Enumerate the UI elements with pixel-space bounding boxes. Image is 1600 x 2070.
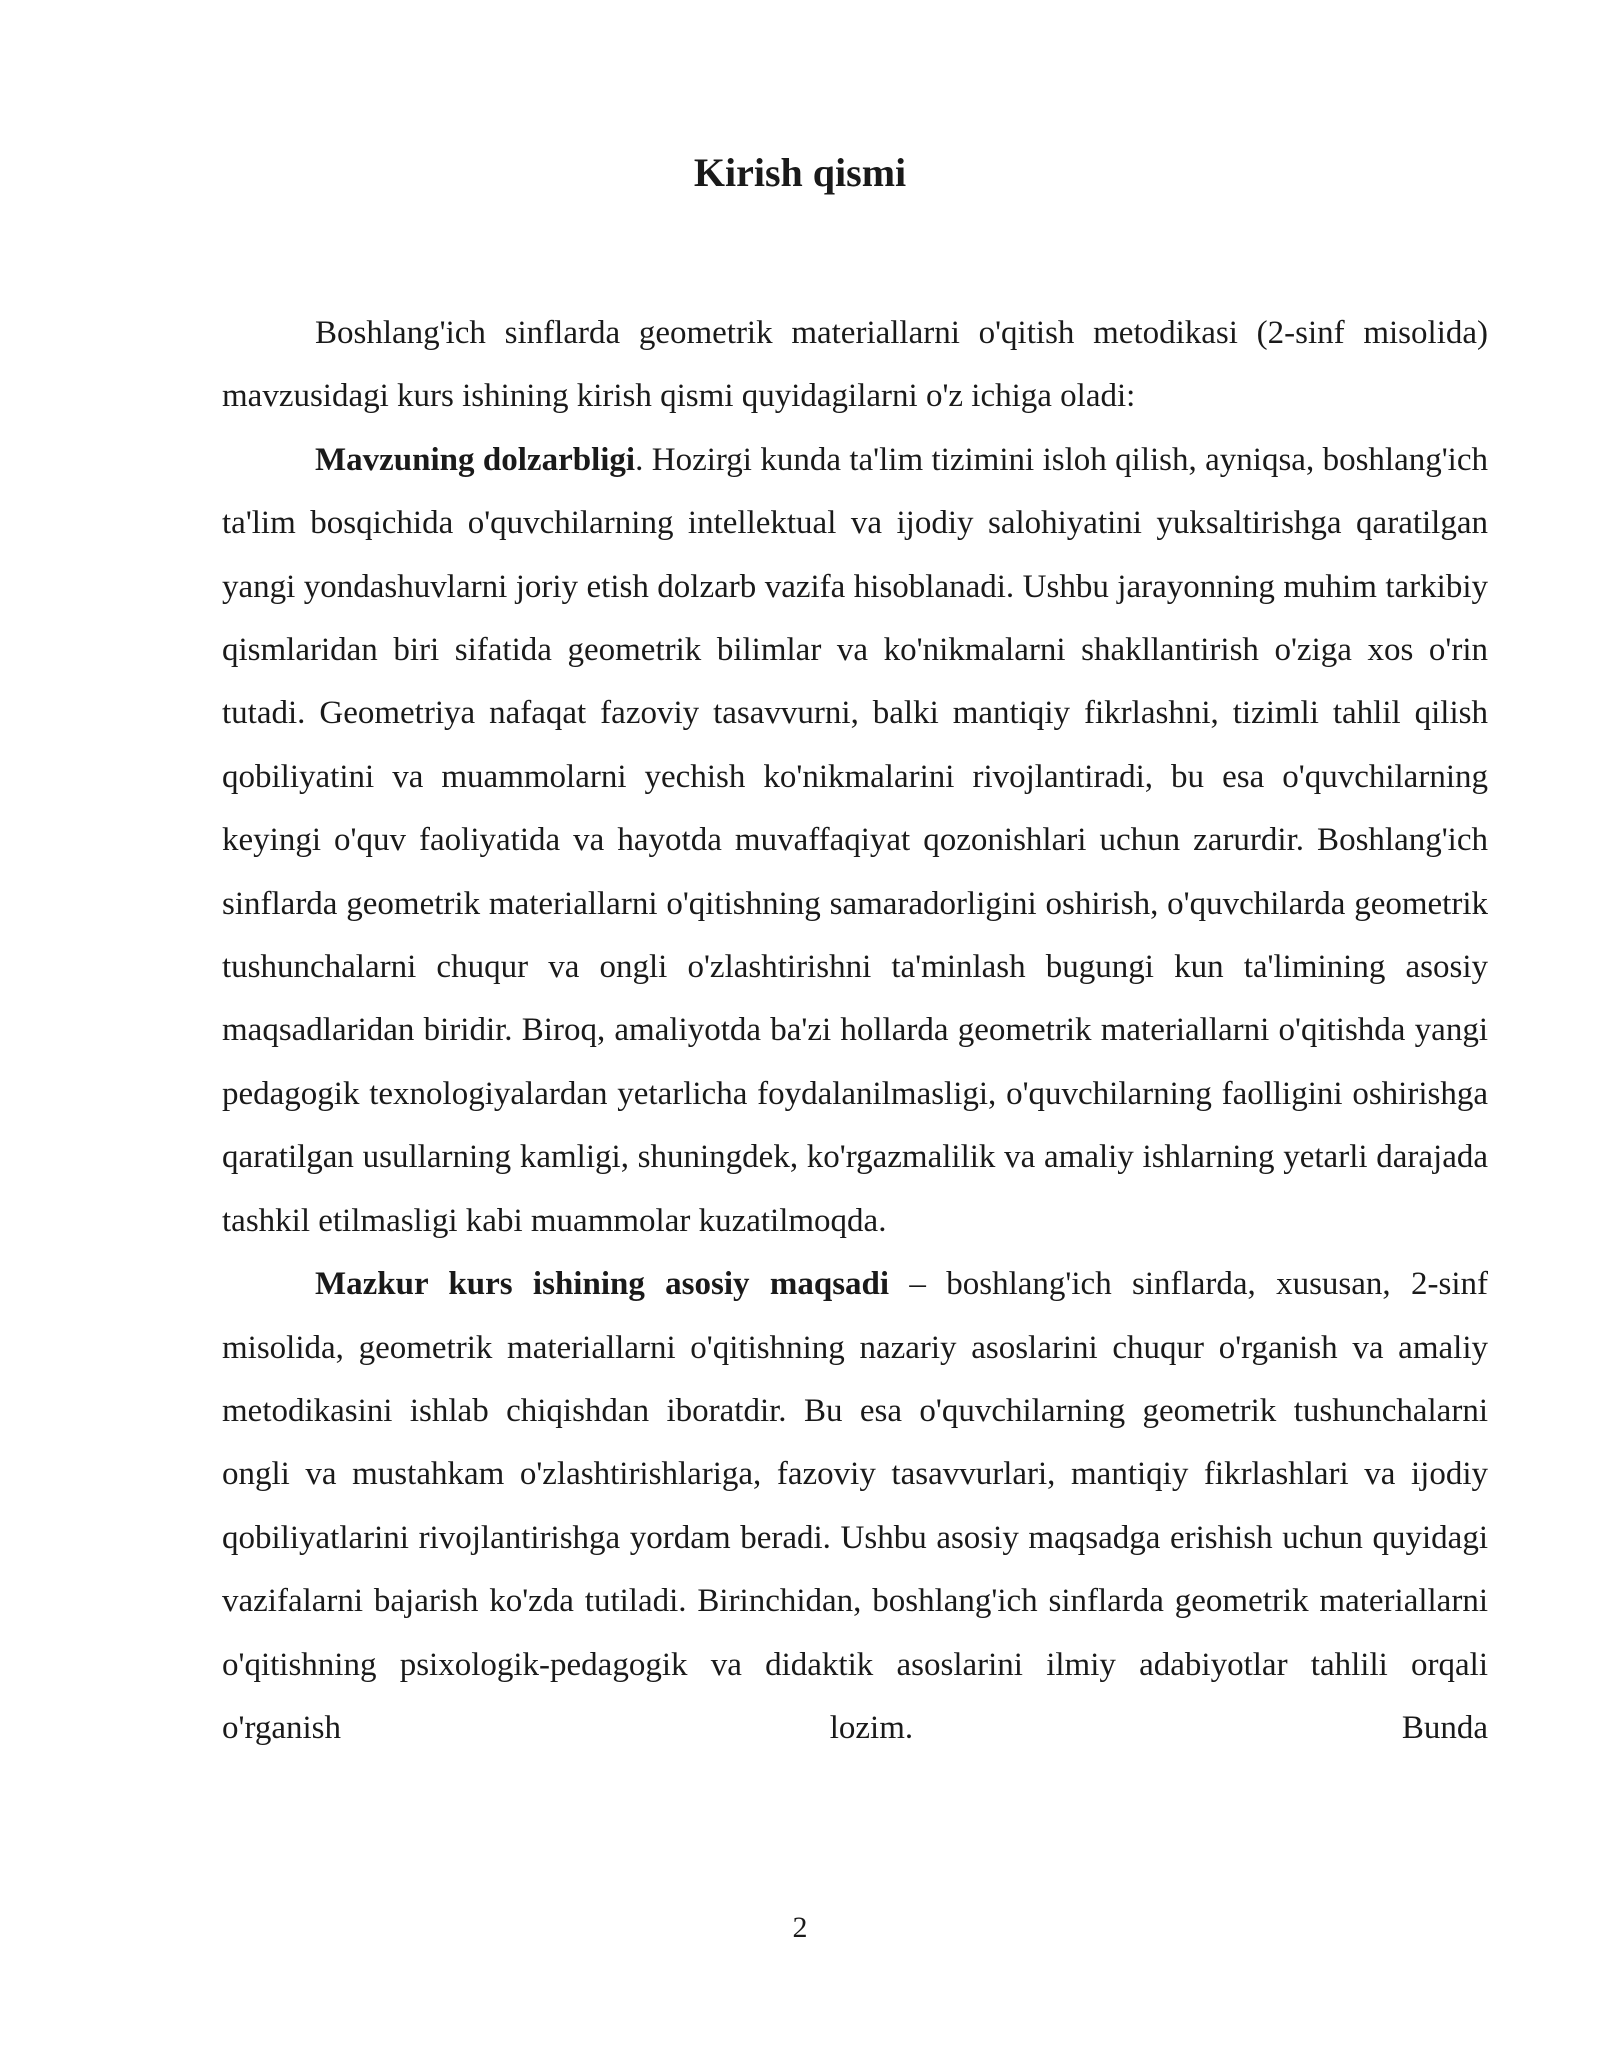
page-title: Kirish qismi <box>693 150 907 195</box>
paragraph-text: Boshlang'ich sinflarda geometrik materiallarni o'qitish metodikasi (2-sinf misolida) mavzusidagi kurs ishining kirish qismi quyidagilarni o'z ichiga oladi: <box>222 315 1488 415</box>
paragraph-lead: Mazkur kurs ishining asosiy maqsadi <box>315 1266 890 1303</box>
page-number: 2 <box>792 1911 808 1944</box>
document-body <box>222 302 1488 1760</box>
paragraph-text: – boshlang'ich sinflarda, xususan, 2-sinf misolida, geometrik materiallarni o'qitishning nazariy asoslarini chuqur o'rganish va amaliy metodikasini ishlab chiqishdan iboratdir. Bu esa o'quvchilarning geometrik tushunchalarni ongli va mustahkam o'zlashtirishlariga, fazoviy tasavvurlari, mantiqiy fikrlashlari va ijodiy qobiliyatlarini rivojlantirishga yordam beradi. Ushbu asosiy maqsadga erishish uchun quyidagi vazifalarni bajarish ko'zda tutiladi. Birinchidan, boshlang'ich sinflarda geometrik materiallarni o'qitishning psixologik-pedagogik va didaktik asoslarini ilmiy adabiyotlar tahlili orqali o'rganish lozim. Bunda <box>222 1266 1488 1746</box>
paragraph-relevance <box>222 429 1488 1253</box>
paragraph-goal <box>222 1253 1488 1760</box>
paragraph-intro <box>222 302 1488 429</box>
paragraph-lead: Mavzuning dolzarbligi <box>315 441 636 478</box>
paragraph-text: . Hozirgi kunda ta'lim tizimini isloh qilish, ayniqsa, boshlang'ich ta'lim bosqichida o'quvchilarning intellektual va ijodiy salohiyatini yuksaltirishga qaratilgan yangi yondashuvlarni joriy etish dolzarb vazifa hisoblanadi. Ushbu jarayonning muhim tarkibiy qismlaridan biri sifatida geometrik bilimlar va ko'nikmalarni shakllantirish o'ziga xos o'rin tutadi. Geometriya nafaqat fazoviy tasavvurni, balki mantiqiy fikrlashni, tizimli tahlil qilish qobiliyatini va muammolarni yechish ko'nikmalarini rivojlantiradi, bu esa o'quvchilarning keyingi o'quv faoliyatida va hayotda muvaffaqiyat qozonishlari uchun zarurdir. Boshlang'ich sinflarda geometrik materiallarni o'qitishning samaradorligini oshirish, o'quvchilarda geometrik tushunchalarni chuqur va ongli o'zlashtirishni ta'minlash bugungi kun ta'limining asosiy maqsadlaridan biridir. Biroq, amaliyotda ba'zi hollarda geometrik materiallarni o'qitishda yangi pedagogik texnologiyalardan yetarlicha foydalanilmasligi, o'quvchilarning faolligini oshirishga qaratilgan usullarning kamligi, shuningdek, ko'rgazmalilik va amaliy ishlarning yetarli darajada tashkil etilmasligi kabi muammolar kuzatilmoqda. <box>222 441 1488 1239</box>
